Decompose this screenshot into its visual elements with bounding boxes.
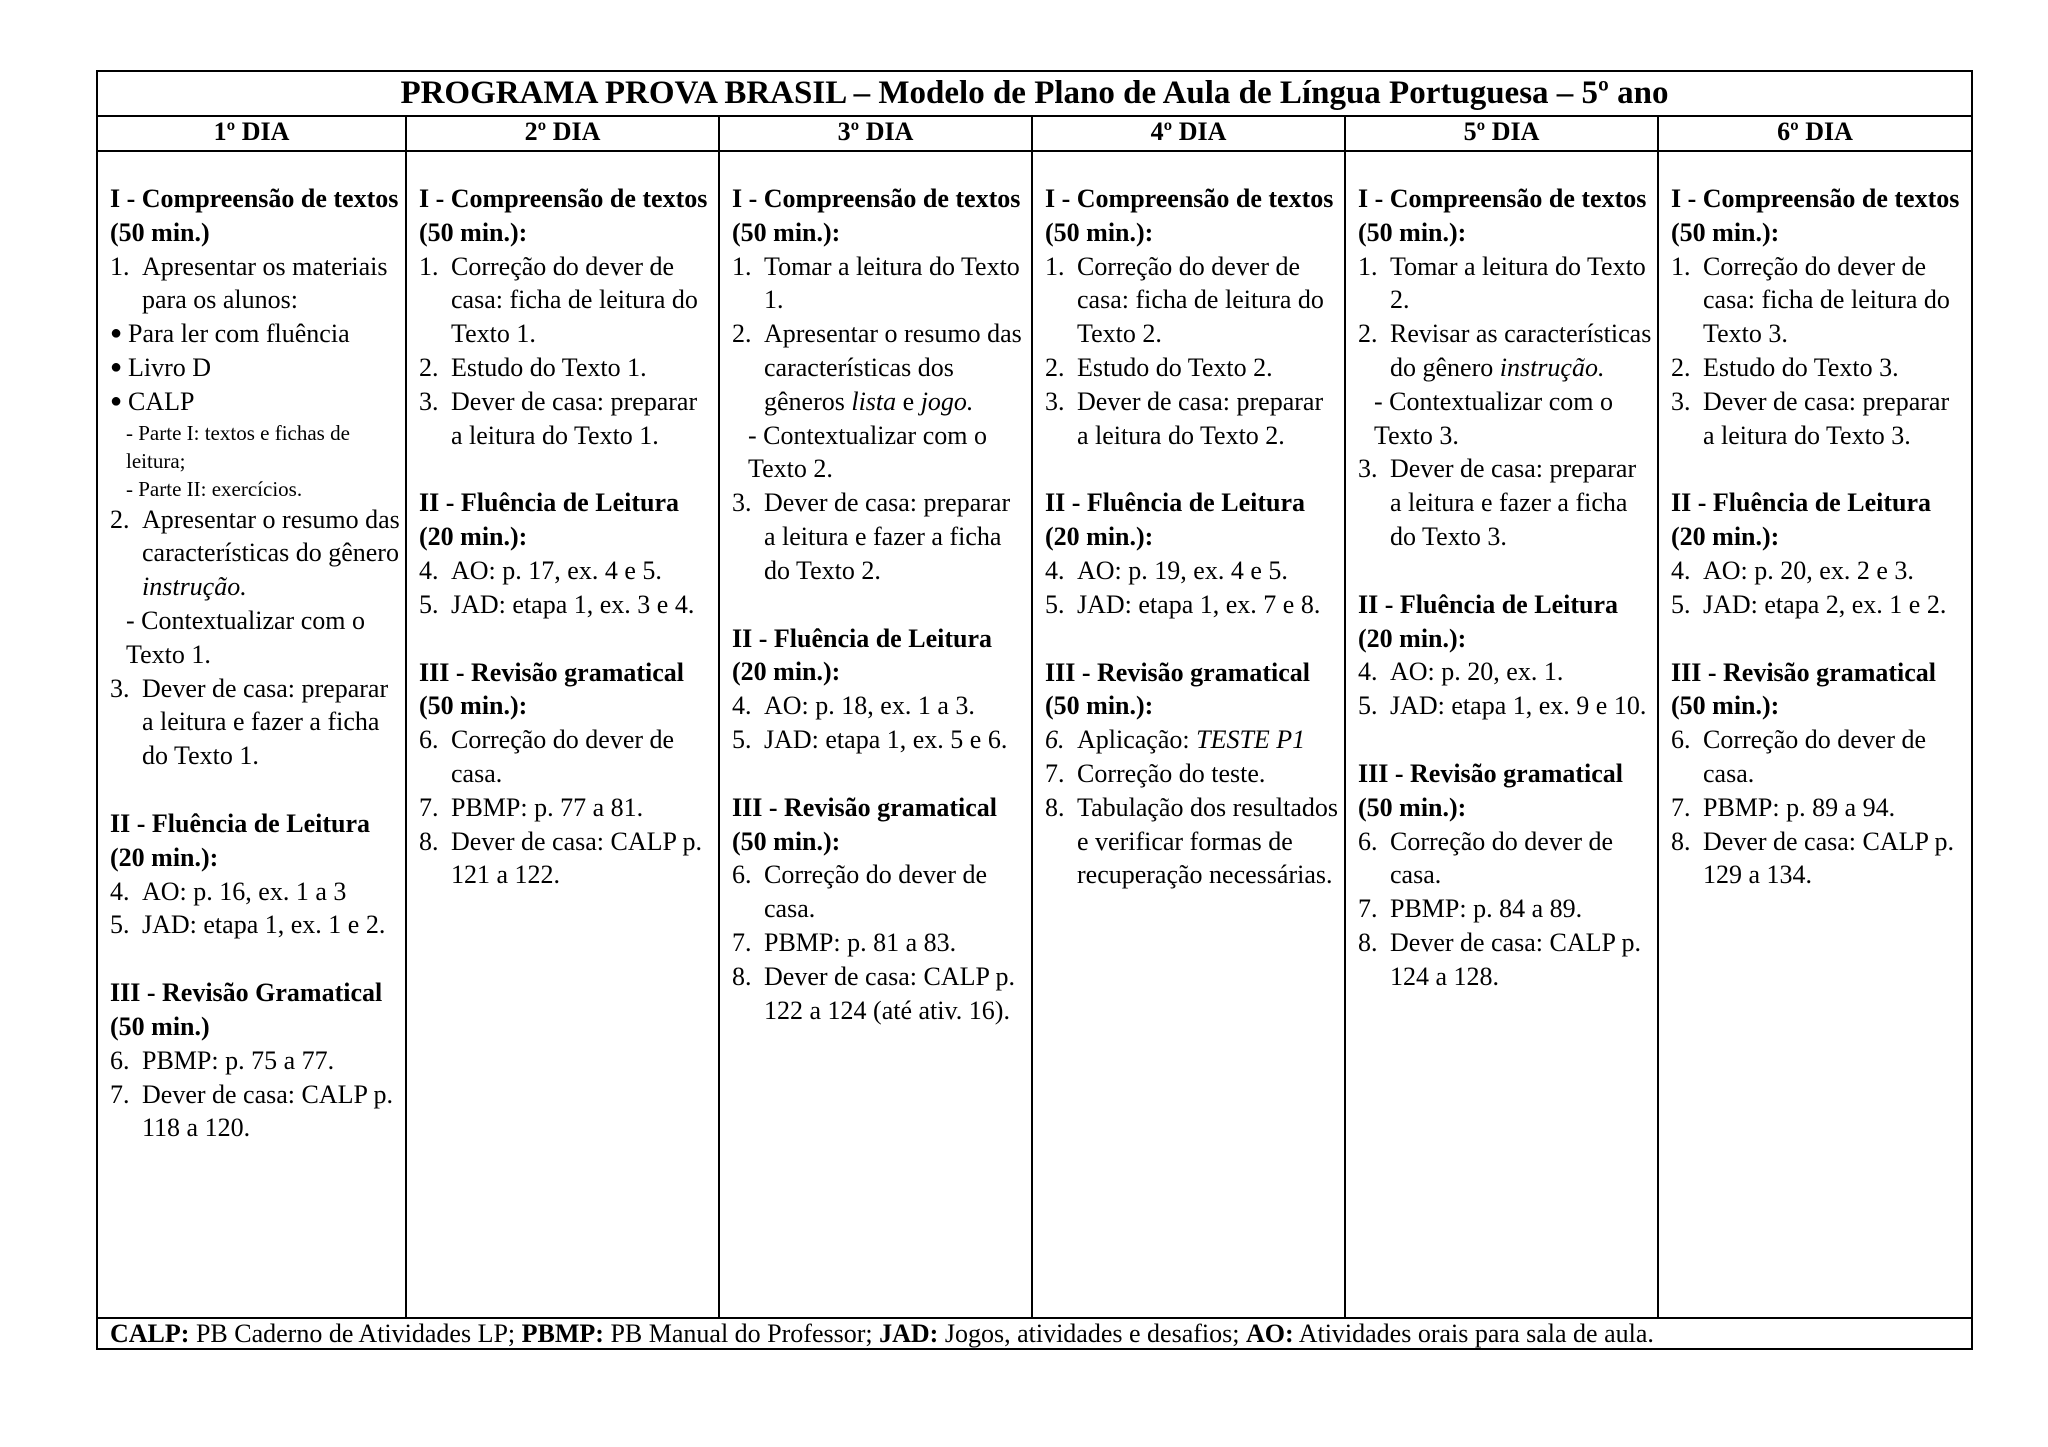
section-heading: II - Fluência de Leitura (20 min.): (110, 808, 370, 872)
item-number: 1. (1045, 251, 1065, 281)
item-text: Dever de casa: CALP p. 124 a 128. (1390, 927, 1642, 991)
item-number: 2. (1671, 352, 1691, 382)
sub-item: - Parte I: textos e fichas de leitura; (126, 420, 350, 473)
section-heading: III - Revisão gramatical (50 min.): (1045, 657, 1311, 721)
item-text: PBMP: p. 84 a 89. (1390, 894, 1583, 924)
item-text: Dever de casa: preparar a leitura do Texto 3. (1703, 386, 1950, 450)
day-1-column (98, 150, 407, 1317)
lesson-plan-table (96, 70, 1973, 1350)
item-text: Correção do teste. (1077, 758, 1266, 788)
day-5-column (1346, 150, 1659, 1317)
day-3-column (720, 150, 1033, 1317)
item-text: PBMP: p. 75 a 77. (142, 1045, 335, 1075)
list-item (110, 672, 401, 773)
list-item (110, 503, 401, 604)
item-text: Dever de casa: preparar a leitura e fazer a ficha do Texto 2. (764, 488, 1011, 585)
item-number: 3. (732, 488, 752, 518)
item-text: Dever de casa: CALP p. 129 a 134. (1703, 826, 1955, 890)
item-number: 5. (732, 724, 752, 754)
section-heading: I - Compreensão de textos (50 min.): (732, 184, 1021, 247)
item-text: AO: p. 19, ex. 4 e 5. (1077, 555, 1288, 585)
item-number: 6. (419, 725, 439, 755)
item-text: Dever de casa: preparar a leitura do Texto 1. (451, 386, 698, 450)
list-item (1671, 825, 1967, 893)
item-text: JAD: etapa 1, ex. 5 e 6. (764, 724, 1008, 754)
item-number: 4. (1671, 555, 1691, 585)
item-text: Correção do dever de casa: ficha de leitura do Texto 3. (1703, 251, 1950, 349)
list-item (1045, 250, 1340, 351)
list-item (732, 723, 1027, 757)
day-4-column (1033, 150, 1346, 1317)
item-text: Correção do dever de casa: ficha de leitura do Texto 1. (451, 251, 698, 349)
list-item (1671, 250, 1967, 351)
item-number: 3. (1671, 386, 1691, 416)
bullet-icon: ● (110, 389, 123, 412)
list-item (1358, 655, 1653, 689)
item-text: Estudo do Texto 1. (451, 352, 647, 382)
item-number: 2. (110, 504, 130, 534)
bullet-item (110, 317, 401, 351)
day-header-1: 1º DIA (98, 115, 407, 150)
item-number: 8. (1045, 792, 1065, 822)
item-number: 6. (110, 1045, 130, 1075)
day-header-6: 6º DIA (1777, 117, 1853, 146)
section-heading: II - Fluência de Leitura (20 min.): (419, 488, 679, 552)
list-item (419, 723, 714, 791)
section-heading: I - Compreensão de textos (50 min.): (1671, 184, 1960, 247)
item-text: Dever de casa: preparar a leitura e fazer a ficha do Texto 3. (1390, 454, 1637, 551)
day-header-2: 2º DIA (407, 115, 720, 150)
item-text: Correção do dever de casa. (1703, 725, 1927, 788)
item-number: 3. (419, 386, 439, 416)
list-item (732, 960, 1027, 1028)
list-item (732, 926, 1027, 960)
sub-item: - Parte II: exercícios. (126, 476, 303, 501)
item-text: AO: p. 16, ex. 1 a 3 (142, 876, 347, 906)
list-item (110, 908, 401, 942)
list-item (1358, 926, 1653, 994)
list-item (732, 317, 1027, 418)
item-number: 7. (1358, 894, 1378, 924)
section-heading: I - Compreensão de textos (50 min.): (419, 184, 708, 247)
legend-value: Jogos, atividades e desafios; (938, 1319, 1246, 1348)
item-text: Dever de casa: CALP p. 121 a 122. (451, 826, 703, 890)
section-heading: II - Fluência de Leitura (20 min.): (1045, 488, 1305, 552)
item-text: JAD: etapa 1, ex. 9 e 10. (1390, 691, 1647, 721)
list-item (732, 858, 1027, 926)
section-heading: III - Revisão Gramatical (50 min.) (110, 978, 383, 1041)
item-number: 2. (732, 319, 752, 349)
item-text: Correção do dever de casa. (1390, 826, 1614, 890)
item-number: 3. (1358, 454, 1378, 484)
item-number: 4. (732, 691, 752, 721)
section-heading: III - Revisão gramatical (50 min.): (732, 792, 998, 856)
item-number: 8. (419, 826, 439, 856)
item-number: 7. (419, 792, 439, 822)
item-number: 6. (732, 860, 752, 890)
item-number: 7. (110, 1079, 130, 1109)
bullet-item (110, 351, 401, 385)
list-item (732, 689, 1027, 723)
item-number: 7. (1045, 758, 1065, 788)
legend-value: Atividades orais para sala de aula. (1293, 1319, 1654, 1348)
item-number: 4. (1358, 657, 1378, 687)
item-number: 1. (110, 251, 130, 281)
bullet-text: Para ler com fluência (128, 319, 350, 349)
list-item (1358, 825, 1653, 893)
section-heading: I - Compreensão de textos (50 min.): (1045, 184, 1334, 247)
item-text: Revisar as características do gênero instrução. (1390, 319, 1652, 382)
section-heading: III - Revisão gramatical (50 min.): (1358, 758, 1624, 822)
item-text: Apresentar o resumo das características dos gêneros lista e jogo. (764, 319, 1022, 416)
list-item (1358, 317, 1653, 385)
item-number: 3. (110, 673, 130, 703)
list-item (1045, 554, 1340, 588)
list-item (1671, 385, 1967, 453)
list-item (1358, 689, 1653, 723)
item-text: Dever de casa: preparar a leitura e fazer a ficha do Texto 1. (142, 673, 389, 771)
legend-key: JAD: (879, 1319, 939, 1348)
list-item (110, 1044, 401, 1078)
item-text: PBMP: p. 81 a 83. (764, 927, 957, 957)
list-item (110, 1078, 401, 1146)
list-item (1671, 554, 1967, 588)
item-number: 7. (732, 927, 752, 957)
item-text: PBMP: p. 89 a 94. (1703, 792, 1896, 822)
list-item (1671, 588, 1967, 622)
list-item (110, 250, 401, 318)
item-number: 4. (110, 876, 130, 906)
item-number: 5. (419, 589, 439, 619)
item-number: 4. (419, 555, 439, 585)
item-text: Apresentar os materiais para os alunos: (142, 251, 388, 315)
section-heading: I - Compreensão de textos (50 min.): (1358, 184, 1647, 247)
item-text: Apresentar o resumo das características do gênero instrução. (142, 504, 400, 602)
legend-key: AO: (1245, 1319, 1294, 1348)
bullet-item (110, 385, 401, 419)
item-text: AO: p. 20, ex. 1. (1390, 657, 1564, 687)
item-number: 8. (732, 961, 752, 991)
list-item (1045, 385, 1340, 453)
item-number: 2. (419, 352, 439, 382)
list-item (419, 791, 714, 825)
sub-item: - Contextualizar com o Texto 2. (748, 420, 987, 484)
list-item (1045, 351, 1340, 385)
item-number: 6. (1045, 725, 1065, 755)
item-number: 2. (1045, 352, 1065, 382)
item-text: Dever de casa: CALP p. 118 a 120. (142, 1079, 394, 1143)
item-text: Aplicação: TESTE P1 (1077, 725, 1306, 755)
item-number: 6. (1358, 826, 1378, 856)
sub-item: - Contextualizar com o Texto 1. (126, 605, 365, 669)
section-heading: I - Compreensão de textos (50 min.) (110, 184, 399, 247)
item-number: 5. (110, 910, 130, 940)
item-text: Tabulação dos resultados e verificar formas de recuperação necessárias. (1077, 792, 1338, 890)
item-number: 7. (1671, 792, 1691, 822)
item-text: JAD: etapa 1, ex. 1 e 2. (142, 910, 386, 940)
legend-key: PBMP: (521, 1319, 604, 1348)
section-heading: III - Revisão gramatical (50 min.): (1671, 657, 1937, 721)
item-text: JAD: etapa 1, ex. 3 e 4. (451, 589, 695, 619)
item-number: 8. (1671, 826, 1691, 856)
item-number: 1. (1358, 251, 1378, 281)
item-text: Estudo do Texto 3. (1703, 352, 1899, 382)
day-header-4: 4º DIA (1033, 115, 1346, 150)
item-text: Estudo do Texto 2. (1077, 352, 1273, 382)
list-item (110, 875, 401, 909)
item-number: 5. (1671, 589, 1691, 619)
item-number: 1. (1671, 251, 1691, 281)
item-text: AO: p. 17, ex. 4 e 5. (451, 555, 662, 585)
item-text: AO: p. 18, ex. 1 a 3. (764, 691, 975, 721)
day-header-3: 3º DIA (720, 115, 1033, 150)
item-number: 4. (1045, 555, 1065, 585)
item-text: AO: p. 20, ex. 2 e 3. (1703, 555, 1914, 585)
item-number: 8. (1358, 927, 1378, 957)
section-heading: II - Fluência de Leitura (20 min.): (1671, 488, 1931, 552)
item-text: Correção do dever de casa: ficha de leitura do Texto 2. (1077, 251, 1324, 349)
list-item (1671, 723, 1967, 791)
item-number: 5. (1045, 589, 1065, 619)
list-item (1358, 452, 1653, 553)
list-item (1671, 791, 1967, 825)
legend-value: PB Caderno de Atividades LP; (189, 1319, 522, 1348)
item-text: PBMP: p. 77 a 81. (451, 792, 644, 822)
bullet-icon: ● (110, 355, 123, 378)
section-heading: III - Revisão gramatical (50 min.): (419, 657, 685, 721)
list-item (732, 250, 1027, 318)
item-number: 1. (732, 251, 752, 281)
list-item (419, 588, 714, 622)
item-number: 2. (1358, 319, 1378, 349)
sub-item: - Contextualizar com o Texto 3. (1374, 386, 1613, 450)
section-heading: II - Fluência de Leitura (20 min.): (732, 623, 992, 687)
item-text: Dever de casa: preparar a leitura do Texto 2. (1077, 386, 1324, 450)
bullet-text: Livro D (128, 352, 212, 382)
list-item (1045, 757, 1340, 791)
item-number: 1. (419, 251, 439, 281)
list-item (1045, 723, 1340, 757)
list-item (419, 250, 714, 351)
item-number: 3. (1045, 386, 1065, 416)
list-item (1045, 588, 1340, 622)
list-item (1671, 351, 1967, 385)
list-item (1358, 250, 1653, 318)
legend-footer (98, 1317, 1971, 1350)
day-2-column (407, 150, 720, 1317)
legend-key: CALP: (110, 1319, 190, 1348)
list-item (419, 554, 714, 588)
list-item (419, 385, 714, 453)
plan-body-row (98, 150, 1971, 1319)
legend-value: PB Manual do Professor; (603, 1319, 880, 1348)
section-heading: II - Fluência de Leitura (20 min.): (1358, 589, 1618, 653)
bullet-icon: ● (110, 322, 123, 345)
item-text: JAD: etapa 2, ex. 1 e 2. (1703, 589, 1947, 619)
item-number: 5. (1358, 691, 1378, 721)
list-item (732, 486, 1027, 587)
item-text: Correção do dever de casa. (451, 725, 675, 788)
list-item (1045, 791, 1340, 892)
item-text: Correção do dever de casa. (764, 860, 988, 924)
item-number: 6. (1671, 725, 1691, 755)
item-text: Dever de casa: CALP p. 122 a 124 (até ativ. 16). (764, 961, 1016, 1025)
list-item (1358, 892, 1653, 926)
item-text: Tomar a leitura do Texto 2. (1390, 251, 1646, 315)
day-header-5: 5º DIA (1346, 115, 1659, 150)
item-text: Tomar a leitura do Texto 1. (764, 251, 1020, 315)
bullet-text: CALP (128, 386, 195, 416)
list-item (419, 351, 714, 385)
item-text: JAD: etapa 1, ex. 7 e 8. (1077, 589, 1321, 619)
day-header-row (98, 115, 1971, 152)
list-item (419, 825, 714, 893)
day-6-column (1659, 150, 1971, 1317)
page-title: PROGRAMA PROVA BRASIL – Modelo de Plano de Aula de Língua Portuguesa – 5º ano (98, 72, 1971, 117)
